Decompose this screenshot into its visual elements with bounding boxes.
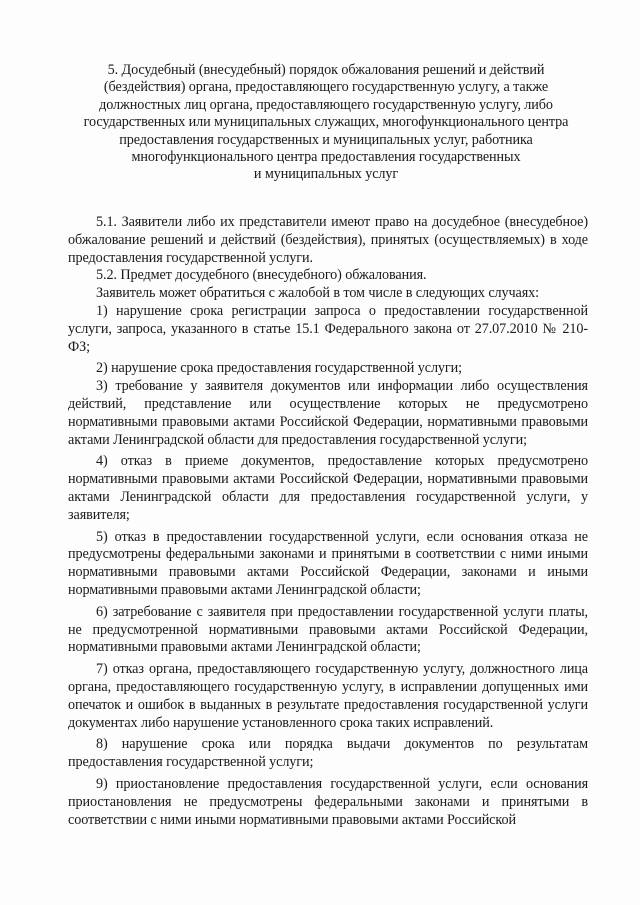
list-item-9: 9) приостановление предоставления государственной услуги, если основания приостановления не предусмотрены федеральными законами и принятыми в соответствии с ними иными нормативными правовыми актами Российской: [68, 775, 588, 828]
heading-line: и муниципальных услуг: [253, 166, 399, 183]
heading-line: должностных лиц органа, предоставляющего государственную услугу, либо: [99, 96, 553, 113]
paragraph-5-2: 5.2. Предмет досудебного (внесудебного) обжалования.: [96, 267, 427, 284]
paragraph-5-1: 5.1. Заявители либо их представители имеют право на досудебное (внесудебное) обжалование решений и действий (бездействия), принятых (осуществляемых) в ходе предоставления государственной услуги.: [68, 214, 588, 266]
paragraph-intro: Заявитель может обратиться с жалобой в том числе в следующих случаях:: [96, 285, 539, 302]
section-body: [68, 214, 588, 829]
list-item-2: 2) нарушение срока предоставления государственной услуги;: [96, 360, 462, 377]
list-item-8: 8) нарушение срока или порядка выдачи документов по результатам предоставления государственной услуги;: [68, 736, 588, 771]
heading-line: (бездействия) органа, предоставляющего государственную услугу, а также: [103, 79, 549, 96]
list-item-1: 1) нарушение срока регистрации запроса о предоставлении государственной услуги, запроса, указанного в статье 15.1 Федерального закона от 27.07.2010 № 210-ФЗ;: [68, 302, 588, 355]
heading-line: 5. Досудебный (внесудебный) порядок обжалования решений и действий: [107, 62, 545, 78]
heading-line: государственных или муниципальных служащих, многофункционального центра: [83, 114, 569, 131]
list-item-5: 5) отказ в предоставлении государственной услуги, если основания отказа не предусмотрены федеральными законами и принятыми в соответствии с ними иными нормативными правовыми актами Российской Федерации, законами и иными нормативными правовыми актами Ленинградской области;: [68, 528, 588, 598]
section-heading: [70, 62, 582, 184]
list-item-6: 6) затребование с заявителя при предоставлении государственной услуги платы, не предусмотренной нормативными правовыми актами Российской Федерации, нормативными правовыми актами Ленинградской области;: [68, 603, 588, 656]
list-item-3: 3) требование у заявителя документов или информации либо осуществления действий, представление или осуществление которых не предусмотрено нормативными правовыми актами Российской Федерации, нормативными правовыми актами Ленинградской области для предоставления государственной услуги;: [68, 378, 588, 448]
list-item-4: 4) отказ в приеме документов, предоставление которых предусмотрено нормативными правовыми актами Российской Федерации, нормативными правовыми актами Ленинградской области для предоставления государственной услуги, у заявителя;: [68, 453, 588, 523]
list-item-7: 7) отказ органа, предоставляющего государственную услугу, должностного лица органа, предоставляющего государственную услугу, в исправлении допущенных ими опечаток и ошибок в выданных в результате предоставления государственной услуги документах либо нарушение установленного срока таких исправлений.: [68, 661, 588, 731]
heading-line: многофункционального центра предоставления государственных: [131, 149, 521, 166]
heading-line: предоставления государственных и муниципальных услуг, работника: [119, 131, 533, 148]
